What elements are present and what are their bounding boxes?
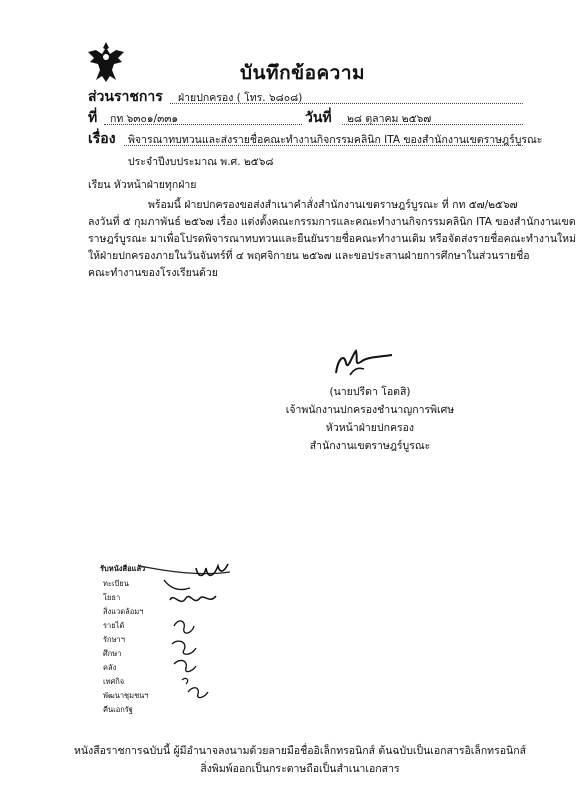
subject-line-2: ประจำปีงบประมาณ พ.ศ. ๒๕๖๘ <box>128 156 274 168</box>
agency-dotline <box>170 103 523 104</box>
garuda-emblem-icon <box>86 40 126 84</box>
agency-value: ฝ่ายปกครอง ( โทร. ๖๘๐๘) <box>178 92 303 104</box>
receipt-item: คืนเอกรัฐ <box>103 705 133 714</box>
salutation: เรียน หัวหน้าฝ่ายทุกฝ่าย <box>88 179 197 191</box>
footer-line-1: หนังสือราชการฉบับนี้ ผู้มีอำนาจลงนามด้วยลายมือชื่ออิเล็กทรอนิกส์ ต้นฉบับเป็นเอกสารอิเล็กทรอนิกส์ <box>73 745 526 757</box>
doc-no-label: ที่ <box>88 110 98 126</box>
body-line-5: คณะทำงานของโรงเรียนด้วย <box>88 267 218 279</box>
body-line-3: ราษฎร์บูรณะ มาเพื่อโปรดพิจารณาทบทวนและยืนยันรายชื่อคณะทำงานเดิม หรือจัดส่งรายชื่อคณะทำงานใหม่ <box>88 233 576 245</box>
agency-label: ส่วนราชการ <box>88 89 163 105</box>
page-title: บันทึกข้อความ <box>240 62 366 84</box>
receipt-item: สิ่งแวดล้อมฯ <box>103 607 144 616</box>
receipt-item: พัฒนาชุมชนฯ <box>103 691 149 700</box>
footer-line-2: สิ่งพิมพ์ออกเป็นกระดาษถือเป็นสำเนาเอกสาร <box>200 763 400 775</box>
signature-mark <box>328 345 398 379</box>
subject-dotline <box>124 145 523 146</box>
receipt-item: รักษาฯ <box>103 635 125 644</box>
receipt-item: เทศกิจ <box>103 677 125 686</box>
subject-label: เรื่อง <box>88 131 116 147</box>
date-value: ๒๘ ตุลาคม ๒๕๖๗ <box>347 113 432 125</box>
signer-position-1: เจ้าพนักงานปกครองชำนาญการพิเศษ <box>285 404 455 416</box>
signer-position-3: สำนักงานเขตราษฎร์บูรณะ <box>309 440 431 452</box>
subject-line-1: พิจารณาทบทวนและส่งรายชื่อคณะทำงานกิจกรรมคลินิก ITA ของสำนักงานเขตราษฎร์บูรณะ <box>128 134 543 146</box>
receipt-handwriting-mark <box>100 548 240 718</box>
receipt-item: ทะเบียน <box>103 579 129 588</box>
receipt-item: ศึกษา <box>103 649 122 658</box>
receipt-item: รายได้ <box>103 621 125 630</box>
signer-position-2: หัวหน้าฝ่ายปกครอง <box>325 422 415 434</box>
doc-no-value: กท ๖๓๐๑/๓๓๑ <box>110 113 179 125</box>
receipt-item: โยธา <box>103 593 121 602</box>
body-line-1: พร้อมนี้ ฝ่ายปกครองขอส่งสำเนาคำสั่งสำนักงานเขตราษฎร์บูรณะ ที่ กท ๕๗/๒๕๖๗ <box>148 199 518 211</box>
receipt-item: คลัง <box>103 663 117 672</box>
body-line-4: ให้ฝ่ายปกครองภายในวันจันทร์ที่ ๔ พฤศจิกายน ๒๕๖๗ และขอประสานฝ่ายการศึกษาในส่วนรายชื่อ <box>88 250 530 262</box>
date-label: วันที่ <box>305 110 332 126</box>
signer-name: (นายปรีดา โอตสิ) <box>329 386 411 398</box>
date-dotline <box>342 124 523 125</box>
body-line-2: ลงวันที่ ๕ กุมภาพันธ์ ๒๕๖๗ เรื่อง แต่งตั้งคณะกรรมการและคณะทำงานกิจกรรมคลินิก ITA ของสำนักงานเขต <box>88 216 576 228</box>
doc-no-dotline <box>104 124 302 125</box>
receipt-heading: รับหนังสือแล้ว <box>100 564 146 573</box>
